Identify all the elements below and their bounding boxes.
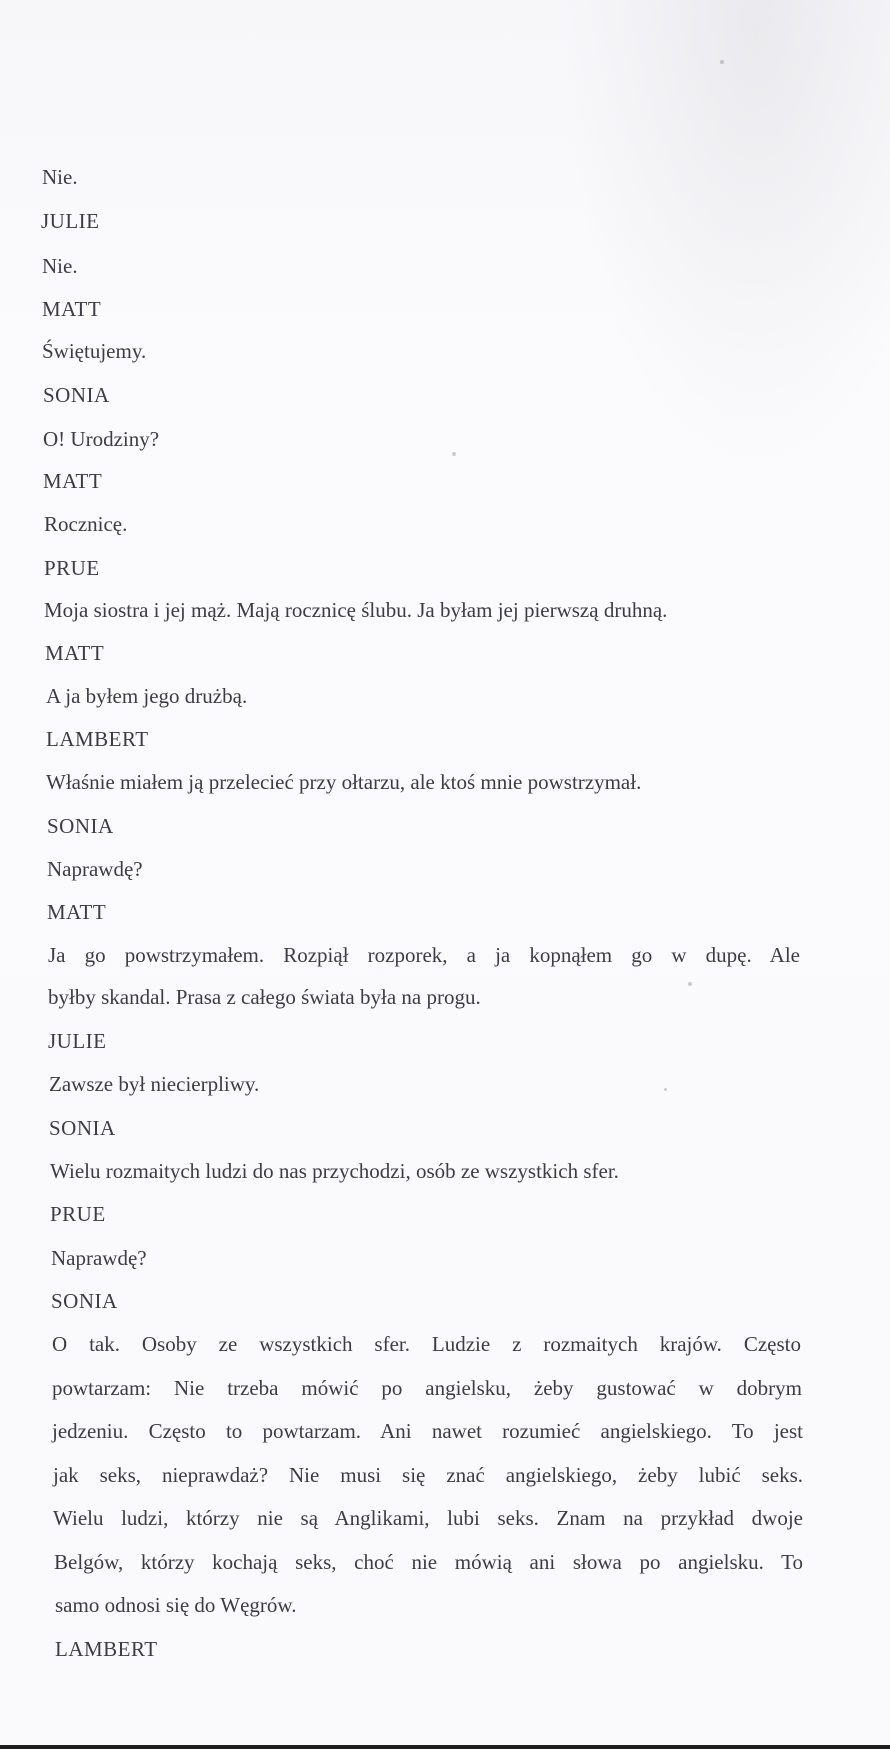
- speaker-name: PRUE: [44, 556, 100, 580]
- speaker-name: JULIE: [41, 209, 100, 233]
- speaker-name: SONIA: [43, 383, 110, 407]
- scan-speck: [720, 60, 724, 64]
- speaker-name: LAMBERT: [46, 727, 149, 751]
- dialogue-line: Wielu ludzi, którzy nie są Anglikami, lubi seks. Znam na przykład dwoje: [53, 1506, 803, 1530]
- dialogue-line: Nie.: [42, 254, 78, 278]
- dialogue-line: Ja go powstrzymałem. Rozpiął rozporek, a ja kopnąłem go w dupę. Ale: [48, 943, 800, 967]
- speaker-name: MATT: [47, 900, 107, 924]
- scan-speck: [664, 1088, 667, 1091]
- speaker-name: SONIA: [49, 1116, 116, 1140]
- dialogue-line: A ja byłem jego drużbą.: [46, 684, 248, 708]
- dialogue-line: jak seks, nieprawdaż? Nie musi się znać angielskiego, żeby lubić seks.: [53, 1463, 803, 1487]
- dialogue-line: Naprawdę?: [51, 1246, 147, 1270]
- dialogue-line: O! Urodziny?: [43, 427, 160, 451]
- dialogue-line: Rocznicę.: [44, 512, 128, 536]
- speaker-name: MATT: [43, 469, 103, 493]
- dialogue-line: Moja siostra i jej mąż. Mają rocznicę ślubu. Ja byłam jej pierwszą druhną.: [44, 598, 668, 622]
- dialogue-line: O tak. Osoby ze wszystkich sfer. Ludzie z rozmaitych krajów. Często: [52, 1332, 801, 1356]
- speaker-name: PRUE: [50, 1202, 106, 1226]
- dialogue-line: Wielu rozmaitych ludzi do nas przychodzi, osób ze wszystkich sfer.: [50, 1159, 619, 1183]
- dialogue-line: samo odnosi się do Węgrów.: [55, 1593, 297, 1617]
- speaker-name: SONIA: [47, 814, 114, 838]
- speaker-name: MATT: [45, 641, 105, 665]
- dialogue-line: Świętujemy.: [42, 339, 147, 363]
- scan-border: [0, 1745, 890, 1749]
- speaker-name: SONIA: [51, 1289, 118, 1313]
- scan-speck: [452, 452, 456, 456]
- speaker-name: LAMBERT: [55, 1637, 158, 1661]
- dialogue-line: Zawsze był niecierpliwy.: [49, 1072, 260, 1096]
- speaker-name: JULIE: [48, 1029, 107, 1053]
- dialogue-line: byłby skandal. Prasa z całego świata była na progu.: [48, 985, 481, 1009]
- dialogue-line: Naprawdę?: [47, 857, 143, 881]
- speaker-name: MATT: [42, 297, 102, 321]
- dialogue-line: powtarzam: Nie trzeba mówić po angielsku, żeby gustować w dobrym: [52, 1376, 802, 1400]
- dialogue-line: Belgów, którzy kochają seks, choć nie mówią ani słowa po angielsku. To: [54, 1550, 803, 1574]
- dialogue-line: Właśnie miałem ją przelecieć przy ołtarzu, ale ktoś mnie powstrzymał.: [46, 770, 642, 794]
- scan-speck: [688, 982, 692, 986]
- dialogue-line: Nie.: [42, 165, 78, 189]
- dialogue-line: jedzeniu. Często to powtarzam. Ani nawet rozumieć angielskiego. To jest: [52, 1419, 803, 1443]
